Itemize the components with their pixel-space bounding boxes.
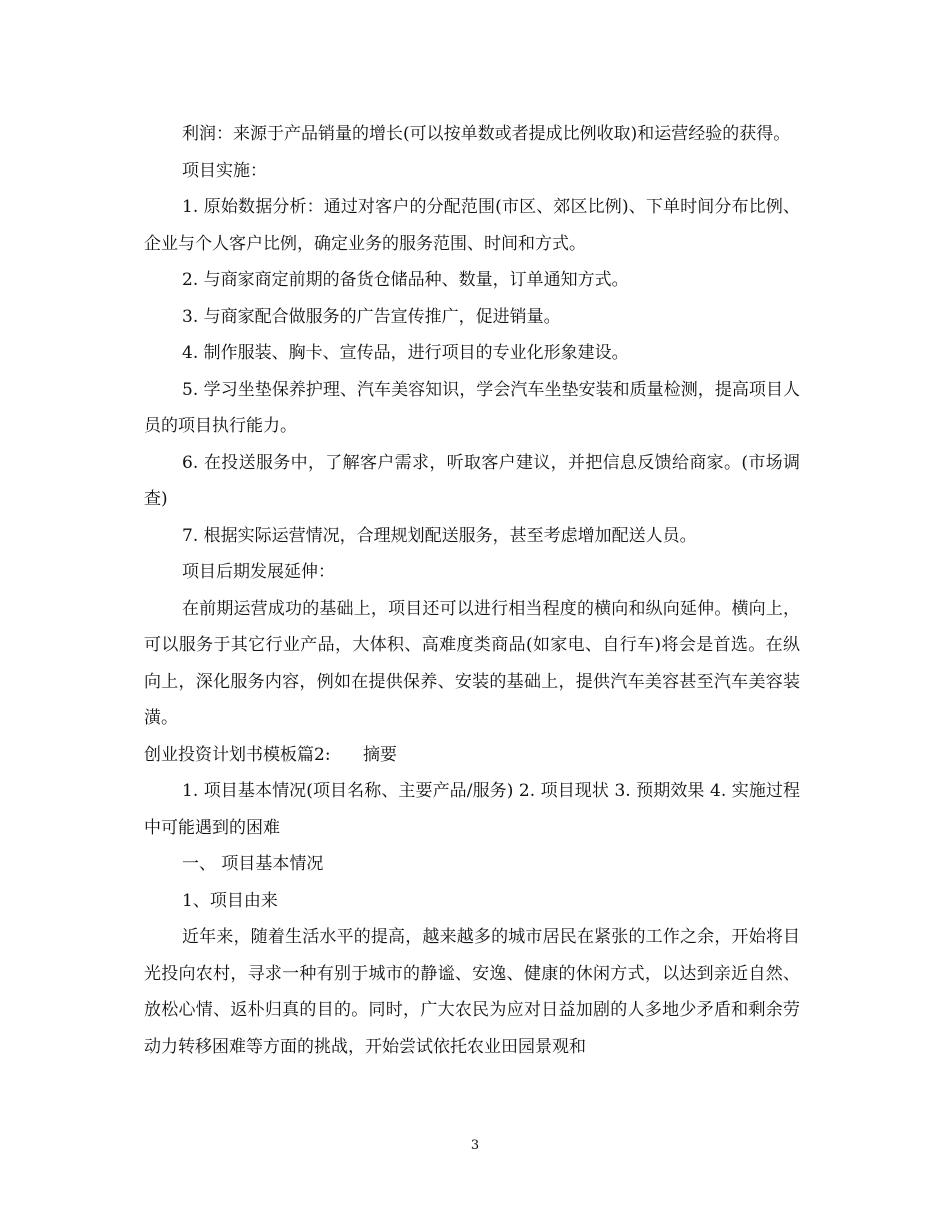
paragraph: 项目后期发展延伸： [182,562,335,582]
paragraph: 创业投资计划书模板篇2: 摘要 [144,744,397,765]
paragraph: 5. 学习坐垫保养护理、汽车美容知识，学会汽车坐垫安装和质量检测，提高项目人员的项目执行能力。 [144,379,800,436]
paragraph: 一、 项目基本情况 [182,854,324,874]
paragraph: 1、项目由来 [182,890,278,911]
document-body [144,116,800,1065]
paragraph: 项目实施： [182,160,267,181]
paragraph: 1. 项目基本情况(项目名称、主要产品/服务) 2. 项目现状 3. 预期效果 4. 实施过程中可能遇到的困难 [144,781,800,838]
paragraph: 2. 与商家商定前期的备货仓储品种、数量，订单通知方式。 [182,270,629,290]
page-number: 3 [470,1138,480,1153]
paragraph: 3. 与商家配合做服务的广告宣传推广，促进销量。 [182,306,561,327]
paragraph: 在前期运营成功的基础上，项目还可以进行相当程度的横向和纵向延伸。横向上，可以服务于其它行业产品，大体积、高难度类商品(如家电、自行车)将会是首选。在纵向上，深化服务内容，例如在提供保养、安装的基础上，提供汽车美容甚至汽车美容装潢。 [144,598,800,728]
paragraph: 1. 原始数据分析：通过对客户的分配范围(市区、郊区比例)、下单时间分布比例、企业与个人客户比例，确定业务的服务范围、时间和方式。 [144,197,800,254]
paragraph: 4. 制作服装、胸卡、宣传品，进行项目的专业化形象建设。 [182,343,629,363]
paragraph: 6. 在投送服务中，了解客户需求，听取客户建议，并把信息反馈给商家。(市场调查) [144,452,800,509]
paragraph: 利润：来源于产品销量的增长(可以按单数或者提成比例收取)和运营经验的获得。 [182,124,791,144]
paragraph: 7. 根据实际运营情况，合理规划配送服务，甚至考虑增加配送人员。 [182,525,697,546]
paragraph: 近年来，随着生活水平的提高，越来越多的城市居民在紧张的工作之余，开始将目光投向农村，寻求一种有别于城市的静谧、安逸、健康的休闲方式，以达到亲近自然、放松心情、返朴归真的目的。同时，广大农民为应对日益加剧的人多地少矛盾和剩余劳动力转移困难等方面的挑战，开始尝试依托农业田园景观和 [144,927,800,1057]
